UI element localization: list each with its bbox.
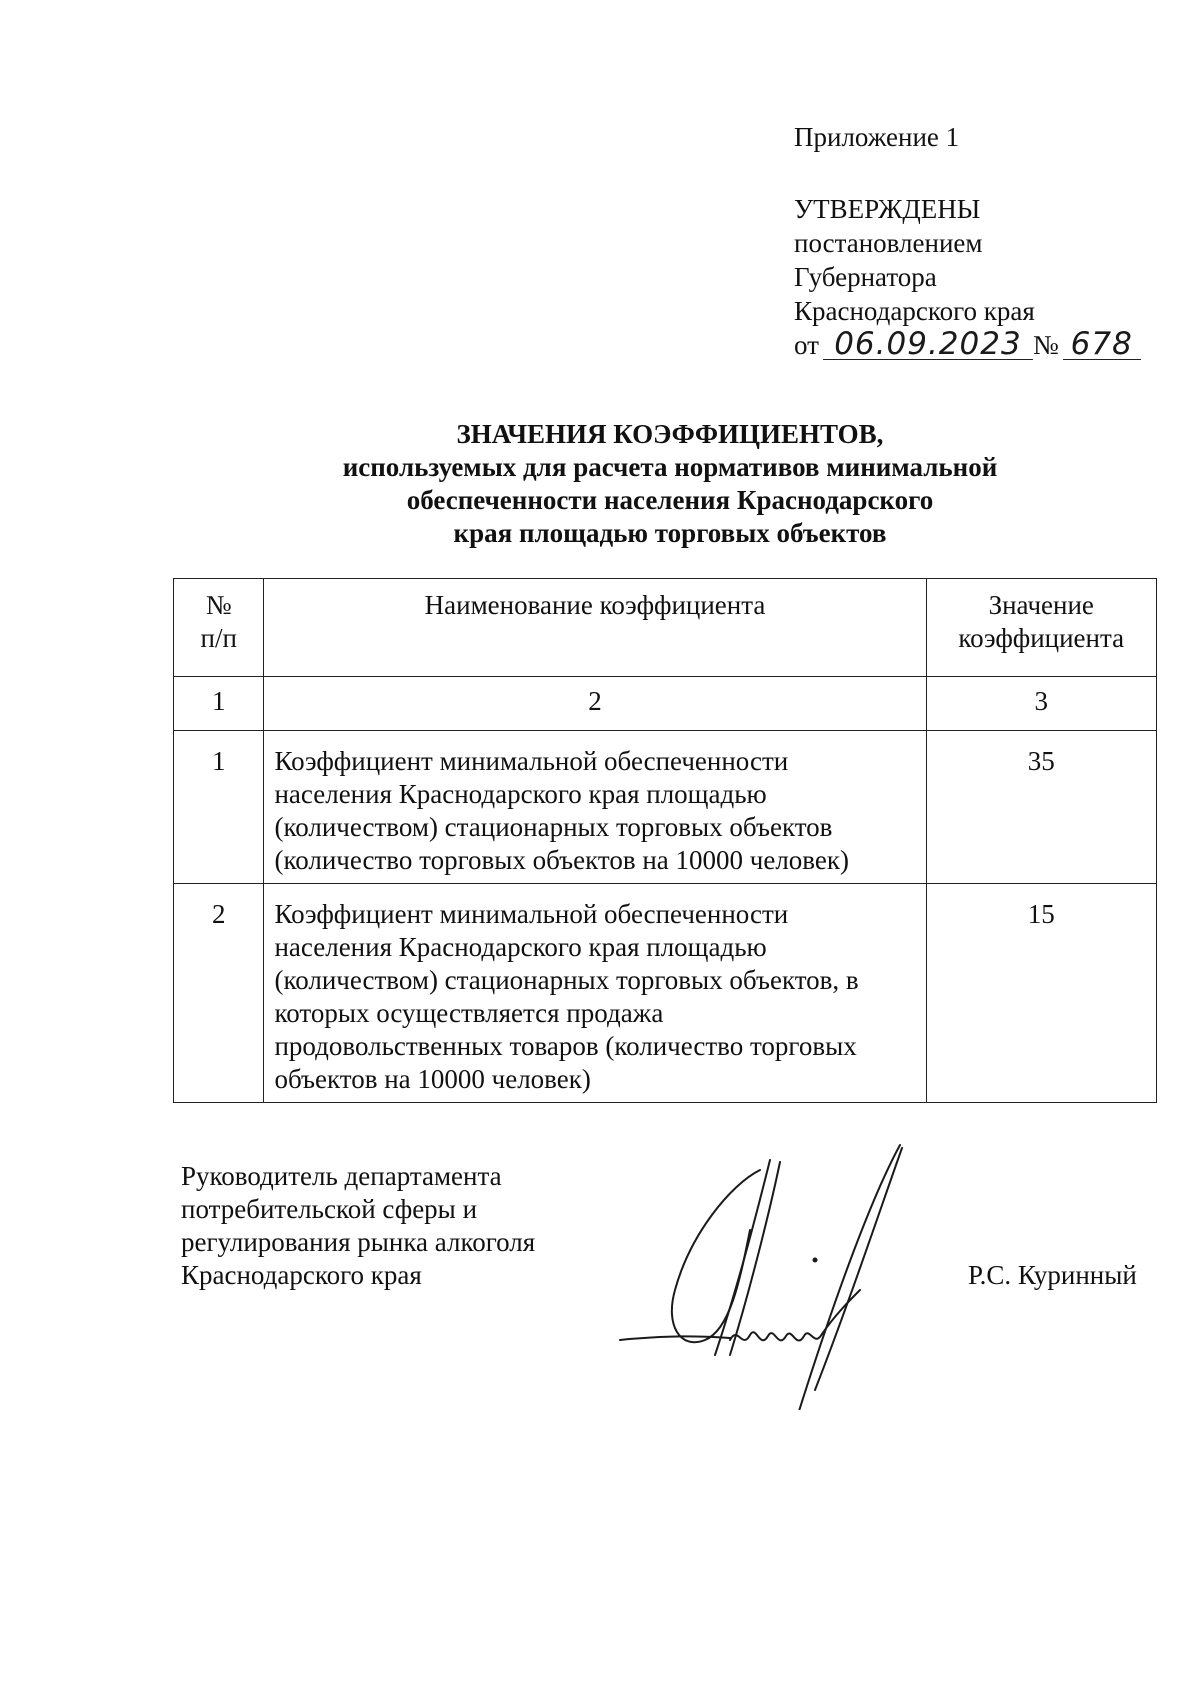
row-name: [264, 731, 926, 884]
header-num-line-2: п/п: [200, 623, 237, 653]
row-num: 1: [174, 731, 264, 884]
index-cell-1: 1: [174, 677, 264, 731]
signoff-line-3: регулирования рынка алкоголя: [181, 1227, 536, 1257]
signer-name: Р.С. Куринный: [968, 1260, 1137, 1290]
index-cell-2: 2: [264, 677, 926, 731]
header-value-line-1: Значение: [988, 590, 1094, 620]
coefficients-table: [173, 578, 1157, 1103]
row-value: 35: [926, 731, 1157, 884]
row-name-line: продовольственных товаров (количество торговых: [274, 1031, 857, 1061]
number-prefix: №: [1032, 330, 1059, 360]
row-name-line: (количеством) стационарных торговых объектов: [274, 812, 833, 842]
signoff-block: [181, 1160, 535, 1292]
handwritten-number: 678: [1063, 329, 1141, 360]
title-line-1: ЗНАЧЕНИЯ КОЭФФИЦИЕНТОВ,: [456, 419, 884, 449]
decree-date-line: [794, 328, 1141, 362]
header-value-line-2: коэффициента: [958, 623, 1125, 653]
row-value: 15: [926, 884, 1157, 1103]
row-name-line: объектов на 10000 человек): [274, 1064, 591, 1094]
approval-block: [794, 120, 1141, 362]
date-prefix: от: [794, 330, 819, 360]
title-line-2: используемых для расчета нормативов минимальной: [342, 452, 998, 482]
appendix-label: Приложение 1: [794, 122, 960, 152]
table-row: [174, 731, 1157, 884]
table-index-row: [174, 677, 1157, 731]
approval-line-3: Краснодарского края: [794, 296, 1035, 326]
row-num: 2: [174, 884, 264, 1103]
table-row: [174, 884, 1157, 1103]
row-name-line: Коэффициент минимальной обеспеченности: [274, 899, 789, 929]
header-num: [174, 579, 264, 677]
header-num-line-1: №: [205, 590, 232, 620]
row-name-line: (количеством) стационарных торговых объектов, в: [274, 965, 859, 995]
table-header-row: [174, 579, 1157, 677]
approval-line-2: Губернатора: [794, 262, 937, 292]
index-cell-3: 3: [926, 677, 1157, 731]
title-line-3: обеспеченности населения Краснодарского: [406, 485, 934, 515]
signoff-line-2: потребительской сферы и: [181, 1194, 478, 1224]
approved-label: УТВЕРЖДЕНЫ: [794, 194, 981, 224]
document-title: [170, 418, 1170, 550]
row-name-line: населения Краснодарского края площадью: [274, 932, 767, 962]
row-name-line: которых осуществляется продажа: [274, 998, 664, 1028]
approval-line-1: постановлением: [794, 228, 983, 258]
header-value: [926, 579, 1157, 677]
row-name-line: населения Краснодарского края площадью: [274, 779, 767, 809]
header-name: Наименование коэффициента: [264, 579, 926, 677]
row-name-line: Коэффициент минимальной обеспеченности: [274, 746, 789, 776]
signoff-line-4: Краснодарского края: [181, 1260, 422, 1290]
signoff-line-1: Руководитель департамента: [181, 1161, 502, 1191]
title-line-4: края площадью торговых объектов: [453, 518, 887, 548]
handwritten-signature: [610, 1140, 940, 1410]
handwritten-date: 06.09.2023: [823, 329, 1033, 360]
row-name-line: (количество торговых объектов на 10000 человек): [274, 845, 849, 875]
row-name: [264, 884, 926, 1103]
